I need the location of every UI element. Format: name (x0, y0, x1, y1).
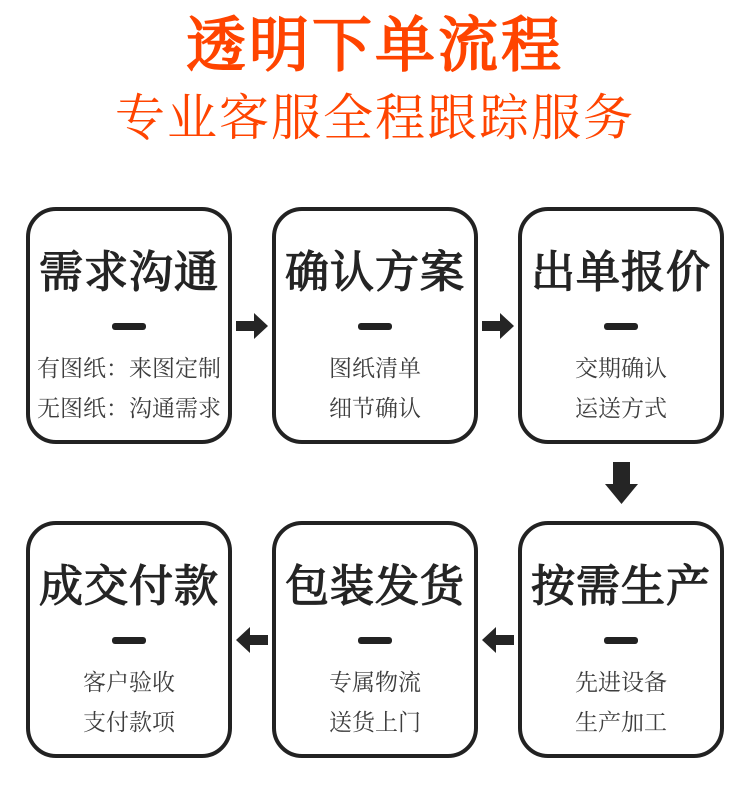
step-detail: 图纸清单 (329, 355, 421, 381)
step-detail: 无图纸：沟通需求 (37, 395, 221, 421)
divider-dash (358, 637, 392, 644)
arrow-left-icon (478, 627, 518, 653)
step-detail: 支付款项 (83, 709, 175, 735)
step-box-shipping (272, 521, 478, 758)
page-subtitle: 专业客服全程跟踪服务 (115, 90, 635, 146)
divider-dash (112, 323, 146, 330)
step-title: 需求沟通 (39, 248, 219, 297)
step-detail: 生产加工 (575, 709, 667, 735)
flow-row-bottom (26, 521, 724, 758)
process-flow (0, 207, 750, 758)
divider-dash (604, 323, 638, 330)
step-detail: 专属物流 (329, 669, 421, 695)
step-detail: 交期确认 (575, 355, 667, 381)
header (0, 0, 750, 144)
page-title: 透明下单流程 (186, 12, 564, 79)
step-title: 包装发货 (285, 562, 465, 611)
step-title: 按需生产 (531, 562, 711, 611)
step-box-payment (26, 521, 232, 758)
step-detail: 有图纸：来图定制 (37, 355, 221, 381)
step-detail: 运送方式 (575, 395, 667, 421)
step-box-demand-communication (26, 207, 232, 444)
step-title: 出单报价 (531, 248, 711, 297)
step-box-quote (518, 207, 724, 444)
step-title: 成交付款 (39, 562, 219, 611)
flow-row-connector (26, 444, 724, 521)
step-title: 确认方案 (285, 248, 465, 297)
divider-dash (112, 637, 146, 644)
flow-row-top (26, 207, 724, 444)
step-detail: 先进设备 (575, 669, 667, 695)
divider-dash (604, 637, 638, 644)
step-detail: 客户验收 (83, 669, 175, 695)
arrow-down-icon (518, 462, 724, 504)
step-box-confirm-plan (272, 207, 478, 444)
step-box-production (518, 521, 724, 758)
arrow-left-icon (232, 627, 272, 653)
arrow-right-icon (478, 313, 518, 339)
arrow-right-icon (232, 313, 272, 339)
divider-dash (358, 323, 392, 330)
step-detail: 送货上门 (329, 709, 421, 735)
step-detail: 细节确认 (329, 395, 421, 421)
